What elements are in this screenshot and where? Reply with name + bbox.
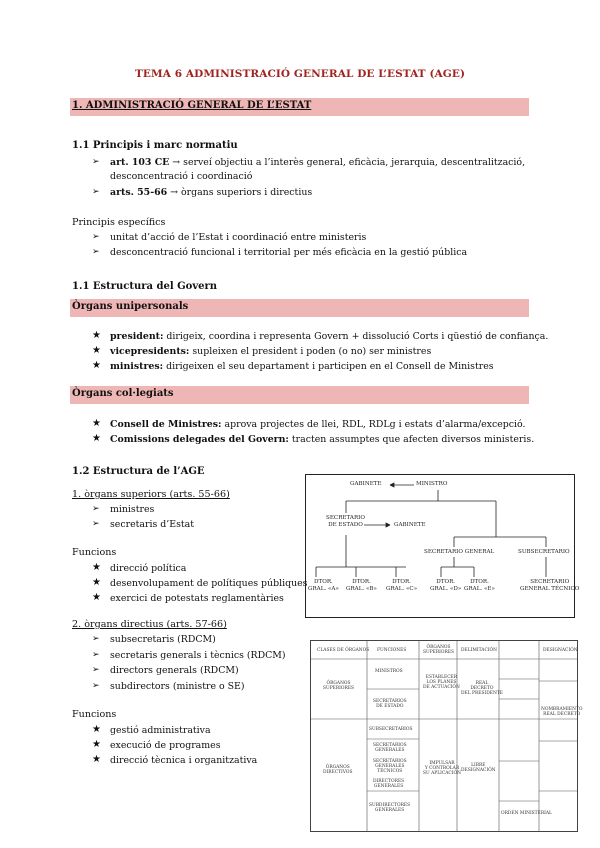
star-bullet-icon: ★ xyxy=(92,330,101,341)
table-grid-lines xyxy=(311,641,577,831)
table-cell: SUBDIRECTORES GENERALES xyxy=(369,803,411,814)
chart-node-ministro: MINISTRO xyxy=(416,481,448,487)
chart-node-gabinete-top: GABINETE xyxy=(350,481,382,487)
arrow-bullet-icon: ➢ xyxy=(92,650,100,660)
item-bold: president: xyxy=(110,331,164,342)
table-header: DELIMITACIÓN xyxy=(461,648,497,653)
directive-item: secretaris generals i tècnics (RDCM) xyxy=(110,650,286,661)
table-cell: NOMBRAMIENTO REAL DECRETO xyxy=(541,707,583,718)
superior-item: secretaris d’Estat xyxy=(110,519,195,530)
table-cell: SECRETARIOS DE ESTADO xyxy=(373,699,407,710)
arrow-bullet-icon: ➢ xyxy=(92,665,100,675)
function-item: direcció política xyxy=(110,563,187,574)
functions-label: Funcions xyxy=(72,709,117,720)
star-bullet-icon: ★ xyxy=(92,592,101,603)
function-item: gestió administrativa xyxy=(110,725,211,736)
functions-label: Funcions xyxy=(72,547,117,558)
table-cell: SUBSECRETARIOS xyxy=(369,727,413,732)
collegiate-item xyxy=(110,418,525,431)
unipersonal-item xyxy=(110,345,431,358)
unipersonal-item xyxy=(110,330,548,343)
arrow-bullet-icon: ➢ xyxy=(92,232,100,242)
item-text: tracten assumptes que afecten diversos ministeris. xyxy=(288,434,535,445)
arrow-bullet-icon: ➢ xyxy=(92,634,100,644)
item-bold: art. 103 CE xyxy=(110,157,170,168)
collegiate-item xyxy=(110,433,534,446)
function-item: exercici de potestats reglamentàries xyxy=(110,593,284,604)
organs-table-figure xyxy=(310,640,583,832)
principle-item-arts55 xyxy=(110,186,312,199)
directive-item: subdirectors (ministre o SE) xyxy=(110,681,245,692)
principle-item-art103 xyxy=(110,156,528,169)
collegiate-band xyxy=(70,386,529,404)
table-cell: LIBRE DESIGNACIÓN xyxy=(461,763,496,774)
item-bold: Consell de Ministres: xyxy=(110,419,222,430)
function-item: direcció tècnica i organitzativa xyxy=(110,755,258,766)
item-text: aprova projectes de llei, RDL, RDLg i estats d’alarma/excepció. xyxy=(221,419,526,430)
table-cell: SECRETARIOS GENERALES xyxy=(373,743,407,754)
star-bullet-icon: ★ xyxy=(92,345,101,356)
table-header: CLASES DE ÓRGANOS xyxy=(317,648,370,653)
arrow-bullet-icon: ➢ xyxy=(92,504,100,514)
star-bullet-icon: ★ xyxy=(92,360,101,371)
specific-principles-label: Principis específics xyxy=(72,217,166,228)
function-item: desenvolupament de polítiques públiques xyxy=(110,578,308,589)
chart-node-sgt: SECRETARIO GENERAL TÉCNICO xyxy=(520,579,580,592)
directive-item: subsecretaris (RDCM) xyxy=(110,634,216,645)
superior-item: ministres xyxy=(110,504,155,515)
subsection-principis-heading: 1.1 Principis i marc normatiu xyxy=(72,140,238,151)
star-bullet-icon: ★ xyxy=(92,724,101,735)
directive-organs-heading: 2. òrgans directius (arts. 57-66) xyxy=(72,619,227,630)
superior-organs-heading: 1. òrgans superiors (arts. 55-66) xyxy=(72,489,230,500)
unipersonal-heading: Òrgans unipersonals xyxy=(72,301,189,312)
document-title: TEMA 6 ADMINISTRACIÓ GENERAL DE L’ESTAT (AGE) xyxy=(134,68,466,80)
chart-node-dg-d: DTOR. GRAL. «D» xyxy=(430,579,462,592)
table-header: FUNCIONES xyxy=(377,648,407,653)
arrow-bullet-icon: ➢ xyxy=(92,187,100,197)
star-bullet-icon: ★ xyxy=(92,433,101,444)
item-text: dirigeixen el seu departament i participen en el Consell de Ministres xyxy=(163,361,494,372)
table-cell: SECRETARIOS GENERALES TÉCNICOS xyxy=(373,759,407,775)
chart-node-gabinete-mid: GABINETE xyxy=(394,522,426,528)
arrow-bullet-icon: ➢ xyxy=(92,519,100,529)
item-bold: arts. 55-66 xyxy=(110,187,168,198)
section-heading-band xyxy=(70,98,529,116)
arrow-bullet-icon: ➢ xyxy=(92,247,100,257)
arrow-bullet-icon: ➢ xyxy=(92,681,100,691)
arrow-bullet-icon: ➢ xyxy=(92,157,100,167)
table-cell: IMPULSAR Y CONTROLAR SU APLICACIÓN xyxy=(423,761,461,777)
directive-item: directors generals (RDCM) xyxy=(110,665,239,676)
table-cell: DIRECTORES GENERALES xyxy=(373,779,405,790)
item-text: supleixen el president i poden (o no) ser ministres xyxy=(189,346,432,357)
item-text: → òrgans superiors i directius xyxy=(167,187,313,198)
star-bullet-icon: ★ xyxy=(92,754,101,765)
function-item: execució de programes xyxy=(110,740,221,751)
table-header: DESIGNACIÓN xyxy=(543,648,578,653)
star-bullet-icon: ★ xyxy=(92,418,101,429)
star-bullet-icon: ★ xyxy=(92,577,101,588)
chart-node-dg-e: DTOR. GRAL. «E» xyxy=(464,579,495,592)
item-bold: ministres: xyxy=(110,361,164,372)
subsection-age-heading: 1.2 Estructura de l’AGE xyxy=(72,466,205,477)
chart-node-secretario-general: SECRETARIO GENERAL xyxy=(424,549,495,555)
item-bold: vicepresidents: xyxy=(110,346,190,357)
specific-item: desconcentració funcional i territorial per més eficàcia en la gestió pública xyxy=(110,247,468,258)
table-cell: REAL DECRETO DEL PRESIDENTE xyxy=(461,681,503,697)
table-cell: MINISTROS xyxy=(375,669,403,674)
section-heading: 1. ADMINISTRACIÓ GENERAL DE L’ESTAT xyxy=(72,100,312,111)
collegiate-heading: Òrgans col·legiats xyxy=(72,388,174,399)
chart-node-dg-a: DTOR. GRAL. «A» xyxy=(308,579,339,592)
subsection-govern-heading: 1.1 Estructura del Govern xyxy=(72,281,218,292)
chart-node-dg-b: DTOR. GRAL. «B» xyxy=(346,579,377,592)
chart-node-secretario-estado: SECRETARIO DE ESTADO xyxy=(326,515,365,528)
item-text: → serveí objectiu a l’interès general, eficàcia, jerarquia, descentralització, xyxy=(169,157,526,168)
item-text: dirigeix, coordina i representa Govern + dissolució Corts i qüestió de confiança. xyxy=(163,331,549,342)
table-header: ÓRGANOS SUPERIORES xyxy=(423,645,455,656)
chart-node-dg-c: DTOR. GRAL. «C» xyxy=(386,579,418,592)
unipersonal-item xyxy=(110,360,494,373)
specific-item: unitat d’acció de l’Estat i coordinació entre ministeris xyxy=(110,232,367,243)
unipersonal-band xyxy=(70,299,529,317)
org-chart-lines xyxy=(306,475,574,617)
org-chart-figure xyxy=(305,474,580,618)
table-cell: ORDEN MINISTERIAL xyxy=(501,811,552,816)
item-bold: Comissions delegades del Govern: xyxy=(110,434,289,445)
principle-item-cont: desconcentració i coordinació xyxy=(110,171,253,182)
star-bullet-icon: ★ xyxy=(92,739,101,750)
chart-node-subsecretario: SUBSECRETARIO xyxy=(518,549,570,555)
table-row-label: ÓRGANOS DIRECTIVOS xyxy=(323,765,353,776)
table-row-label: ÓRGANOS SUPERIORES xyxy=(323,681,355,692)
star-bullet-icon: ★ xyxy=(92,562,101,573)
table-cell: ESTABLECER LOS PLANES DE ACTUACIÓN xyxy=(423,675,460,691)
